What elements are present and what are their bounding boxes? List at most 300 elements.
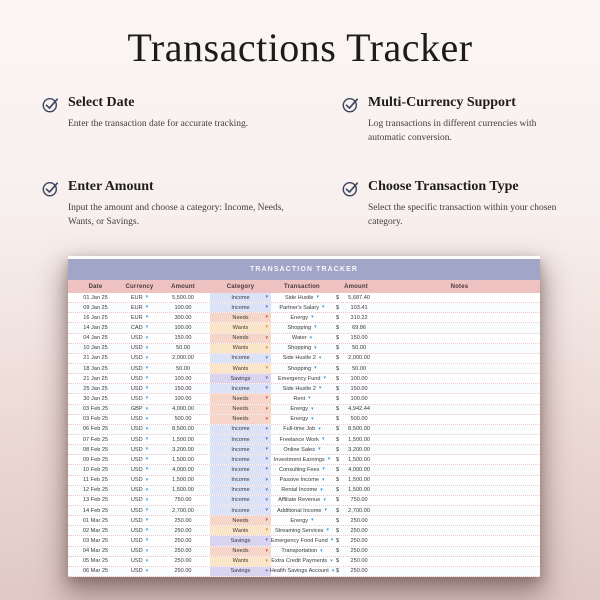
converted-amount-cell — [333, 435, 379, 444]
converted-amount-cell — [333, 486, 379, 495]
currency-select[interactable] — [123, 496, 156, 505]
notes-cell[interactable] — [379, 506, 540, 515]
chevron-down-icon[interactable]: ▾ — [145, 486, 149, 493]
date-cell[interactable]: 03 Feb 25 — [82, 406, 109, 413]
date-cell[interactable]: 21 Jan 25 — [83, 355, 108, 362]
currency-select[interactable] — [123, 425, 156, 434]
currency-select[interactable] — [123, 415, 156, 424]
dollar-sign: $ — [336, 466, 340, 473]
chevron-down-icon[interactable]: ▾ — [265, 547, 268, 554]
date-cell[interactable]: 09 Jan 25 — [83, 304, 108, 311]
chevron-down-icon[interactable]: ▾ — [318, 385, 322, 392]
chevron-down-icon[interactable]: ▾ — [145, 344, 149, 351]
transaction-select[interactable] — [271, 334, 333, 343]
chevron-down-icon[interactable]: ▾ — [145, 354, 149, 361]
transaction-select[interactable] — [271, 445, 333, 454]
amount-cell[interactable]: 4,000.00 — [172, 466, 194, 473]
amount-cell[interactable]: 100.00 — [174, 375, 192, 382]
notes-cell[interactable] — [379, 435, 540, 444]
date-cell[interactable]: 09 Feb 25 — [82, 456, 109, 463]
notes-cell[interactable] — [379, 354, 540, 363]
category-select[interactable] — [210, 374, 271, 383]
chevron-down-icon[interactable]: ▾ — [309, 334, 313, 341]
date-cell[interactable]: 13 Feb 25 — [82, 497, 109, 504]
chevron-down-icon[interactable]: ▾ — [314, 365, 317, 372]
chevron-down-icon[interactable]: ▾ — [145, 537, 149, 544]
notes-cell[interactable] — [379, 374, 540, 383]
category-select[interactable] — [210, 364, 271, 373]
category-select[interactable] — [210, 384, 271, 393]
transaction-select[interactable] — [271, 293, 333, 302]
chevron-down-icon[interactable]: ▾ — [265, 527, 268, 534]
currency-select[interactable] — [123, 547, 156, 556]
amount-cell[interactable]: 100.00 — [174, 395, 192, 402]
date-cell[interactable]: 25 Jan 25 — [83, 385, 108, 392]
chevron-down-icon[interactable]: ▾ — [318, 446, 321, 453]
transaction-value: Transportation — [281, 548, 318, 555]
category-select[interactable] — [210, 354, 271, 363]
currency-select[interactable] — [123, 313, 156, 322]
chevron-down-icon[interactable]: ▾ — [145, 446, 149, 453]
chevron-down-icon[interactable]: ▾ — [145, 456, 149, 463]
category-value: Income — [231, 294, 250, 301]
chevron-down-icon[interactable]: ▾ — [145, 375, 149, 382]
converted-amount-cell — [333, 405, 379, 414]
chevron-down-icon[interactable]: ▾ — [323, 496, 326, 503]
transaction-select[interactable] — [271, 496, 333, 505]
transaction-select[interactable] — [271, 486, 333, 495]
chevron-down-icon[interactable]: ▾ — [145, 517, 149, 524]
currency-select[interactable] — [123, 455, 156, 464]
notes-cell[interactable] — [379, 465, 540, 474]
table-row — [68, 354, 540, 364]
currency-select[interactable] — [123, 293, 156, 302]
notes-cell[interactable] — [379, 486, 540, 495]
category-select[interactable] — [210, 567, 271, 576]
transaction-select[interactable] — [271, 394, 333, 403]
currency-select[interactable] — [123, 445, 156, 454]
category-select[interactable] — [210, 323, 271, 332]
chevron-down-icon[interactable]: ▾ — [320, 486, 323, 493]
transaction-value: Shopping — [287, 324, 312, 331]
amount-cell[interactable]: 250.00 — [174, 548, 192, 555]
date-cell[interactable]: 08 Feb 25 — [82, 446, 109, 453]
chevron-down-icon[interactable]: ▾ — [265, 314, 268, 321]
currency-select[interactable] — [123, 465, 156, 474]
chevron-down-icon[interactable]: ▾ — [145, 436, 149, 443]
currency-value: USD — [130, 385, 143, 392]
chevron-down-icon[interactable]: ▾ — [145, 547, 149, 554]
transaction-select[interactable] — [271, 465, 333, 474]
chevron-down-icon[interactable]: ▾ — [323, 375, 327, 382]
category-select[interactable] — [210, 506, 271, 515]
amount-cell[interactable]: 50.00 — [176, 345, 190, 352]
date-cell[interactable]: 06 Mar 25 — [82, 568, 109, 575]
category-select[interactable] — [210, 293, 271, 302]
currency-select[interactable] — [123, 506, 156, 515]
category-select[interactable] — [210, 425, 271, 434]
date-cell[interactable]: 14 Feb 25 — [82, 507, 109, 514]
currency-select[interactable] — [123, 344, 156, 353]
chevron-down-icon[interactable]: ▾ — [321, 436, 325, 443]
category-value: Savings — [230, 537, 251, 544]
chevron-down-icon[interactable]: ▾ — [314, 344, 317, 351]
chevron-down-icon[interactable]: ▾ — [145, 395, 149, 402]
notes-cell[interactable] — [379, 323, 540, 332]
date-cell[interactable]: 05 Mar 25 — [82, 558, 109, 565]
table-row — [68, 425, 540, 435]
currency-select[interactable] — [123, 323, 156, 332]
currency-select[interactable] — [123, 567, 156, 576]
date-cell[interactable]: 30 Jan 25 — [83, 395, 108, 402]
chevron-down-icon[interactable]: ▾ — [265, 557, 268, 564]
transaction-select[interactable] — [271, 364, 333, 373]
amount-cell[interactable]: 1,500.00 — [172, 436, 194, 443]
amount-cell[interactable]: 1,500.00 — [172, 477, 194, 484]
date-cell[interactable]: 16 Jan 25 — [83, 314, 108, 321]
transaction-select[interactable] — [271, 435, 333, 444]
chevron-down-icon[interactable]: ▾ — [322, 466, 325, 473]
amount-cell[interactable]: 3,200.00 — [172, 446, 194, 453]
amount-cell[interactable]: 150.00 — [174, 385, 192, 392]
amount-cell[interactable]: 4,000.00 — [172, 406, 194, 413]
date-cell[interactable]: 10 Jan 25 — [83, 345, 108, 352]
notes-cell[interactable] — [379, 364, 540, 373]
table-row — [68, 476, 540, 486]
date-cell[interactable]: 14 Jan 25 — [83, 324, 108, 331]
chevron-down-icon[interactable]: ▾ — [145, 567, 149, 574]
amount-cell[interactable]: 250.00 — [174, 527, 192, 534]
transaction-value: Side Hustle 2 — [282, 355, 316, 362]
chevron-down-icon[interactable]: ▾ — [265, 354, 268, 361]
chevron-down-icon[interactable]: ▾ — [265, 425, 268, 432]
chevron-down-icon[interactable]: ▾ — [327, 456, 331, 463]
transaction-select[interactable] — [271, 567, 333, 576]
notes-cell[interactable] — [379, 445, 540, 454]
currency-select[interactable] — [123, 405, 156, 414]
chevron-down-icon[interactable]: ▾ — [145, 507, 149, 514]
category-select[interactable] — [210, 334, 271, 343]
date-cell[interactable]: 04 Jan 25 — [83, 335, 108, 342]
transaction-value: Full-time Job — [283, 426, 316, 433]
currency-select[interactable] — [123, 486, 156, 495]
currency-select[interactable] — [123, 334, 156, 343]
table-row — [68, 486, 540, 496]
chevron-down-icon[interactable]: ▾ — [265, 436, 268, 443]
transaction-value: Side Hustle 2 — [282, 385, 316, 392]
converted-amount-cell — [333, 526, 379, 535]
amount-cell[interactable]: 50.00 — [176, 365, 190, 372]
amount-cell[interactable]: 1,500.00 — [172, 487, 194, 494]
chevron-down-icon[interactable]: ▾ — [265, 456, 268, 463]
currency-select[interactable] — [123, 354, 156, 363]
notes-cell[interactable] — [379, 384, 540, 393]
date-cell[interactable]: 10 Feb 25 — [82, 466, 109, 473]
amount-cell[interactable]: 8,500.00 — [172, 426, 194, 433]
amount-cell[interactable]: 500.00 — [174, 416, 192, 423]
date-cell[interactable]: 03 Mar 25 — [82, 537, 109, 544]
currency-value: EUR — [130, 294, 143, 301]
transaction-select[interactable] — [271, 405, 333, 414]
transaction-value: Shopping — [287, 345, 312, 352]
chevron-down-icon[interactable]: ▾ — [145, 304, 149, 311]
category-select[interactable] — [210, 496, 271, 505]
chevron-down-icon[interactable]: ▾ — [324, 507, 327, 514]
chevron-down-icon[interactable]: ▾ — [145, 385, 149, 392]
chevron-down-icon[interactable]: ▾ — [145, 334, 149, 341]
transaction-select[interactable] — [271, 547, 333, 556]
category-value: Income — [231, 466, 250, 473]
date-cell[interactable]: 01 Mar 25 — [82, 517, 109, 524]
chevron-down-icon[interactable]: ▾ — [145, 324, 149, 331]
amount-cell[interactable]: 2,000.00 — [172, 355, 194, 362]
amount-cell[interactable]: 250.00 — [174, 517, 192, 524]
transaction-select[interactable] — [271, 303, 333, 312]
category-value: Needs — [232, 416, 249, 423]
chevron-down-icon[interactable]: ▾ — [265, 415, 268, 422]
feature-enter-amount — [42, 179, 297, 230]
chevron-down-icon[interactable]: ▾ — [145, 294, 149, 301]
chevron-down-icon[interactable]: ▾ — [265, 405, 268, 412]
converted-value: 50.00 — [352, 345, 367, 352]
currency-value: CAD — [130, 324, 143, 331]
category-select[interactable] — [210, 344, 271, 353]
chevron-down-icon[interactable]: ▾ — [311, 517, 314, 524]
notes-cell[interactable] — [379, 313, 540, 322]
category-select[interactable] — [210, 486, 271, 495]
chevron-down-icon[interactable]: ▾ — [265, 537, 268, 544]
amount-cell[interactable]: 250.00 — [174, 558, 192, 565]
notes-cell[interactable] — [379, 425, 540, 434]
chevron-down-icon[interactable]: ▾ — [314, 324, 317, 331]
currency-select[interactable] — [123, 303, 156, 312]
category-select[interactable] — [210, 303, 271, 312]
chevron-down-icon[interactable]: ▾ — [145, 365, 149, 372]
transaction-select[interactable] — [271, 536, 333, 545]
chevron-down-icon[interactable]: ▾ — [145, 476, 149, 483]
date-cell[interactable]: 03 Feb 25 — [82, 416, 109, 423]
chevron-down-icon[interactable]: ▾ — [265, 507, 268, 514]
transaction-select[interactable] — [271, 344, 333, 353]
category-select[interactable] — [210, 557, 271, 566]
transaction-select[interactable] — [271, 415, 333, 424]
category-select[interactable] — [210, 313, 271, 322]
notes-cell[interactable] — [379, 293, 540, 302]
date-cell[interactable]: 06 Feb 25 — [82, 426, 109, 433]
chevron-down-icon[interactable]: ▾ — [330, 557, 333, 564]
amount-cell[interactable]: 250.00 — [174, 568, 192, 575]
transaction-select[interactable] — [271, 374, 333, 383]
chevron-down-icon[interactable]: ▾ — [265, 334, 268, 341]
category-select[interactable] — [210, 445, 271, 454]
category-select[interactable] — [210, 415, 271, 424]
chevron-down-icon[interactable]: ▾ — [265, 304, 268, 311]
category-select[interactable] — [210, 394, 271, 403]
notes-cell[interactable] — [379, 476, 540, 485]
amount-cell[interactable]: 300.00 — [174, 314, 192, 321]
notes-cell[interactable] — [379, 344, 540, 353]
category-select[interactable] — [210, 476, 271, 485]
transaction-select[interactable] — [271, 455, 333, 464]
feature-title: Choose Transaction Type — [368, 179, 519, 194]
chevron-down-icon[interactable]: ▾ — [311, 415, 314, 422]
chevron-down-icon[interactable]: ▾ — [265, 365, 268, 372]
chevron-down-icon[interactable]: ▾ — [265, 486, 268, 493]
notes-cell[interactable] — [379, 567, 540, 576]
chevron-down-icon[interactable]: ▾ — [331, 567, 335, 574]
chevron-down-icon[interactable]: ▾ — [145, 466, 149, 473]
currency-value: USD — [130, 426, 143, 433]
amount-cell[interactable]: 5,500.00 — [172, 294, 194, 301]
chevron-down-icon[interactable]: ▾ — [316, 294, 320, 301]
transaction-select[interactable] — [271, 557, 333, 566]
dollar-sign: $ — [336, 517, 340, 524]
chevron-down-icon[interactable]: ▾ — [265, 446, 268, 453]
converted-value: 250.00 — [350, 568, 368, 575]
converted-amount-cell — [333, 364, 379, 373]
currency-select[interactable] — [123, 384, 156, 393]
notes-cell[interactable] — [379, 394, 540, 403]
dollar-sign: $ — [336, 548, 340, 555]
chevron-down-icon[interactable]: ▾ — [265, 294, 268, 301]
amount-cell[interactable]: 100.00 — [174, 324, 192, 331]
date-cell[interactable]: 11 Feb 25 — [83, 477, 108, 484]
amount-cell[interactable]: 2,700.00 — [172, 507, 194, 514]
table-row — [68, 516, 540, 526]
currency-select[interactable] — [123, 435, 156, 444]
feature-title: Multi-Currency Support — [368, 95, 516, 110]
category-select[interactable] — [210, 405, 271, 414]
amount-cell[interactable]: 750.00 — [174, 497, 192, 504]
chevron-down-icon[interactable]: ▾ — [311, 405, 314, 412]
transaction-value: Partner's Salary — [279, 304, 320, 311]
chevron-down-icon[interactable]: ▾ — [320, 547, 323, 554]
notes-cell[interactable] — [379, 557, 540, 566]
category-select[interactable] — [210, 526, 271, 535]
transaction-select[interactable] — [271, 506, 333, 515]
transaction-select[interactable] — [271, 516, 333, 525]
currency-value: USD — [130, 558, 143, 565]
transaction-select[interactable] — [271, 476, 333, 485]
chevron-down-icon[interactable]: ▾ — [311, 314, 314, 321]
amount-cell[interactable]: 150.00 — [174, 335, 192, 342]
category-select[interactable] — [210, 465, 271, 474]
chevron-down-icon[interactable]: ▾ — [265, 324, 268, 331]
chevron-down-icon[interactable]: ▾ — [330, 537, 334, 544]
transaction-select[interactable] — [271, 526, 333, 535]
date-cell[interactable]: 07 Feb 25 — [82, 436, 109, 443]
chevron-down-icon[interactable]: ▾ — [322, 304, 325, 311]
dollar-sign: $ — [336, 365, 340, 372]
amount-cell[interactable]: 250.00 — [174, 537, 192, 544]
converted-amount-cell — [333, 313, 379, 322]
dollar-sign: $ — [336, 304, 340, 311]
chevron-down-icon[interactable]: ▾ — [265, 567, 268, 574]
chevron-down-icon[interactable]: ▾ — [265, 496, 268, 503]
transaction-select[interactable] — [271, 323, 333, 332]
dollar-sign: $ — [336, 446, 340, 453]
notes-cell[interactable] — [379, 526, 540, 535]
date-cell[interactable]: 12 Feb 25 — [82, 487, 109, 494]
date-cell[interactable]: 01 Jan 25 — [83, 294, 108, 301]
currency-select[interactable] — [123, 476, 156, 485]
chevron-down-icon[interactable]: ▾ — [321, 476, 325, 483]
currency-select[interactable] — [123, 364, 156, 373]
transaction-select[interactable] — [271, 313, 333, 322]
chevron-down-icon[interactable]: ▾ — [318, 425, 321, 432]
transaction-value: Extra Credit Payments — [271, 558, 328, 565]
chevron-down-icon[interactable]: ▾ — [145, 425, 149, 432]
category-select[interactable] — [210, 435, 271, 444]
chevron-down-icon[interactable]: ▾ — [265, 395, 268, 402]
currency-select[interactable] — [123, 394, 156, 403]
notes-cell[interactable] — [379, 405, 540, 414]
notes-cell[interactable] — [379, 455, 540, 464]
chevron-down-icon[interactable]: ▾ — [308, 395, 311, 402]
transaction-value: Online Sales — [283, 446, 316, 453]
transaction-select[interactable] — [271, 425, 333, 434]
category-select[interactable] — [210, 536, 271, 545]
category-select[interactable] — [210, 516, 271, 525]
notes-cell[interactable] — [379, 415, 540, 424]
feature-title: Select Date — [68, 95, 135, 110]
chevron-down-icon[interactable]: ▾ — [318, 354, 322, 361]
chevron-down-icon[interactable]: ▾ — [145, 314, 149, 321]
currency-value: USD — [130, 517, 143, 524]
date-cell[interactable]: 02 Mar 25 — [82, 527, 109, 534]
chevron-down-icon[interactable]: ▾ — [145, 496, 149, 503]
currency-value: USD — [130, 537, 143, 544]
category-select[interactable] — [210, 547, 271, 556]
transaction-select[interactable] — [271, 354, 333, 363]
chevron-down-icon[interactable]: ▾ — [145, 527, 149, 534]
feature-transaction-type — [342, 179, 572, 230]
currency-select[interactable] — [123, 516, 156, 525]
currency-value: USD — [130, 436, 143, 443]
chevron-down-icon[interactable]: ▾ — [145, 415, 149, 422]
notes-cell[interactable] — [379, 516, 540, 525]
currency-select[interactable] — [123, 526, 156, 535]
chevron-down-icon[interactable]: ▾ — [265, 476, 268, 483]
chevron-down-icon[interactable]: ▾ — [326, 527, 329, 534]
category-value: Wants — [232, 345, 249, 352]
chevron-down-icon[interactable]: ▾ — [265, 517, 268, 524]
notes-cell[interactable] — [379, 334, 540, 343]
amount-cell[interactable]: 100.00 — [174, 304, 192, 311]
chevron-down-icon[interactable]: ▾ — [145, 557, 149, 564]
chevron-down-icon[interactable]: ▾ — [265, 466, 268, 473]
notes-cell[interactable] — [379, 536, 540, 545]
notes-cell[interactable] — [379, 496, 540, 505]
category-value: Savings — [230, 568, 251, 575]
date-cell[interactable]: 18 Jan 25 — [83, 365, 108, 372]
date-cell[interactable]: 21 Jan 25 — [83, 375, 108, 382]
category-select[interactable] — [210, 455, 271, 464]
dollar-sign: $ — [336, 416, 340, 423]
notes-cell[interactable] — [379, 303, 540, 312]
transaction-select[interactable] — [271, 384, 333, 393]
currency-select[interactable] — [123, 536, 156, 545]
date-cell[interactable]: 04 Mar 25 — [82, 548, 109, 555]
currency-select[interactable] — [123, 557, 156, 566]
chevron-down-icon[interactable]: ▾ — [265, 344, 268, 351]
amount-cell[interactable]: 1,500.00 — [172, 456, 194, 463]
chevron-down-icon[interactable]: ▾ — [265, 385, 268, 392]
notes-cell[interactable] — [379, 547, 540, 556]
currency-select[interactable] — [123, 374, 156, 383]
chevron-down-icon[interactable]: ▾ — [145, 405, 149, 412]
chevron-down-icon[interactable]: ▾ — [265, 375, 268, 382]
